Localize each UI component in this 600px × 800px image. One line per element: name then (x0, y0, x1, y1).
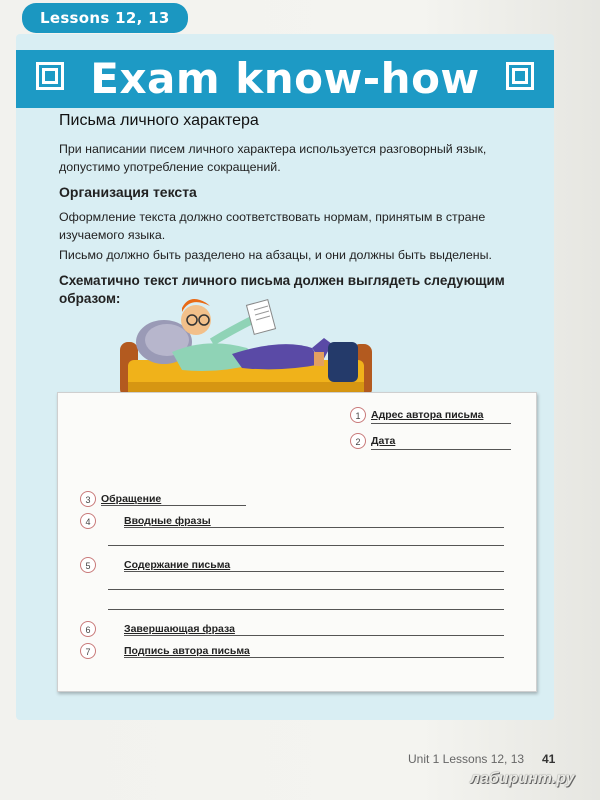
scheme-line-1: Схематично текст личного письма должен выглядеть следующим (59, 273, 505, 288)
watermark: лабиринт.ру (470, 770, 575, 787)
item-number: 3 (80, 491, 96, 507)
rule-line (371, 449, 511, 450)
footer-unit: Unit 1 Lessons 12, 13 (408, 752, 525, 766)
rule-line (124, 635, 504, 636)
square-ornament-icon (506, 62, 534, 90)
item-number: 5 (80, 557, 96, 573)
item-label-date: Дата (371, 435, 396, 447)
rule-line (101, 505, 246, 506)
rule-line (108, 589, 504, 590)
item-label-body: Содержание письма (124, 559, 231, 571)
item-label-greeting: Обращение (101, 493, 162, 505)
rule-line (108, 545, 504, 546)
page-title: Exam know-how (90, 54, 480, 103)
item-number: 6 (80, 621, 96, 637)
subheading: Организация текста (59, 184, 197, 200)
para2: Письмо должно быть разделено на абзацы, и они должны быть выделены. (59, 248, 492, 262)
rule-line (124, 657, 504, 658)
scheme-line-2: образом: (59, 291, 121, 306)
item-label-closing: Завершающая фраза (124, 623, 235, 635)
item-label-signature: Подпись автора письма (124, 645, 250, 657)
intro-line-1: При написании писем личного характера используется разговорный язык, (59, 142, 487, 156)
man-on-sofa-illustration (112, 282, 377, 397)
section-heading: Письма личного характера (59, 112, 259, 129)
item-label-intro-phrases: Вводные фразы (124, 515, 211, 527)
letter-template (57, 392, 537, 692)
rule-line (124, 571, 504, 572)
intro-line-2: допустимо употребление сокращений. (59, 160, 281, 174)
item-number: 4 (80, 513, 96, 529)
page-number: 41 (542, 752, 556, 766)
rule-line (108, 609, 504, 610)
rule-line (371, 423, 511, 424)
para1-line-1: Оформление текста должно соответствовать нормам, принятым в стране (59, 210, 486, 224)
item-label-address: Адрес автора письма (371, 409, 484, 421)
title-banner (16, 50, 554, 108)
lessons-tab: Lessons 12, 13 (22, 3, 188, 33)
item-number: 2 (350, 433, 366, 449)
item-number: 1 (350, 407, 366, 423)
para1-line-2: изучаемого языка. (59, 228, 166, 242)
rule-line (124, 527, 504, 528)
item-number: 7 (80, 643, 96, 659)
